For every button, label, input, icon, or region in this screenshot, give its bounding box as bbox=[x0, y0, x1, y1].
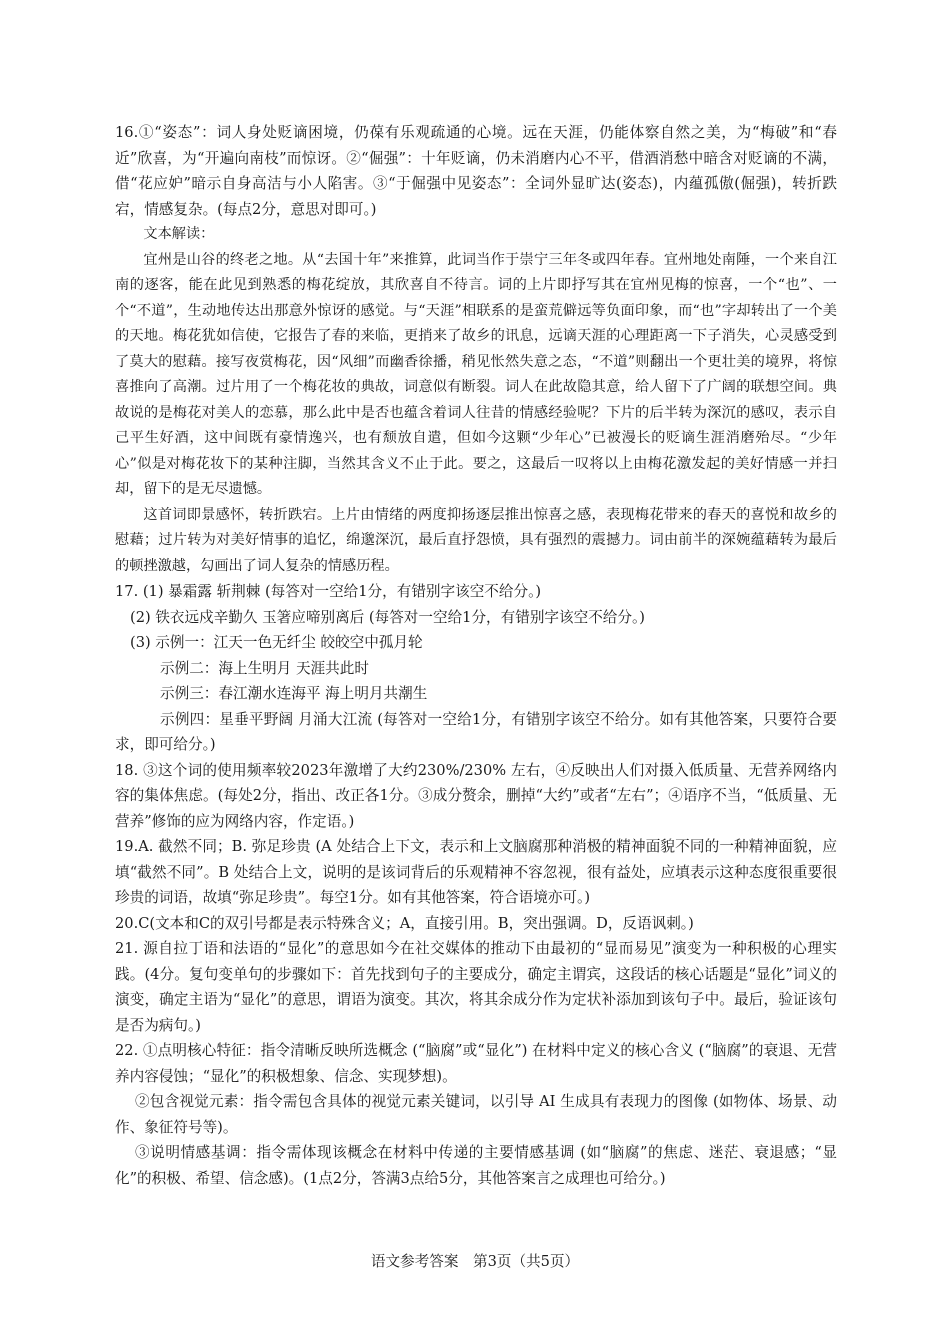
q19-answer: 19.A. 截然不同；B. 弥足珍贵 (A 处结合上下文，表示和上文脑腐那种消极的精神面貌不同的一种精神面貌，应填“截然不同”。B 处结合上文，说明的是该词背后的乐观精神不容忽视，很有益处，应填表示这种态度很重要很珍贵的词语，故填“弥足珍贵”。每空1分。如有其他答案，符合语境亦可。) bbox=[115, 838, 837, 906]
q16-reading-title: 文本解读： bbox=[143, 226, 215, 242]
q22-point-3: ③说明情感基调：指令需体现该概念在材料中传递的主要情感基调 (如“脑腐”的焦虑、迷茫、衰退感；“显化”的积极、希望、信念感)。(1点2分，答满3点给5分，其他答案言之成理也可给分。) bbox=[115, 1144, 838, 1187]
q16-answer: 16.①“姿态”：词人身处贬谪困境，仍葆有乐观疏通的心境。远在天涯，仍能体察自然之美，为“梅破”和“春近”欣喜，为“开遍向南枝”而惊讶。②“倔强”：十年贬谪，仍未消磨内心不平，借酒消愁中暗含对贬谪的不满，借“花应妒”暗示自身高洁与小人陷害。③“于倔强中见姿态”：全词外显旷达(姿态)，内蕴孤傲(倔强)，转折跌宕，情感复杂。(每点2分，意思对即可。) bbox=[115, 124, 837, 218]
q21-answer: 21. 源自拉丁语和法语的“显化”的意思如今在社交媒体的推动下由最初的“显而易见”演变为一种积极的心理实践。(4分。复句变单句的步骤如下：首先找到句子的主要成分，确定主谓宾，这段话的核心话题是“显化”词义的演变，确定主语为“显化”的意思，谓语为演变。其次，将其余成分作为定状补添加到该句子中。最后，验证该句是否为病句。) bbox=[115, 940, 837, 1034]
page-footer: 语文参考答案 第3页（共5页） bbox=[370, 1253, 580, 1270]
q22-point-1: 22. ①点明核心特征：指令清晰反映所选概念 (“脑腐”或“显化”) 在材料中定义的核心含义 (“脑腐”的衰退、无营养内容侵蚀；“显化”的积极想象、信念、实现梦想)。 bbox=[115, 1042, 837, 1085]
q16-reading-paragraph-2: 这首词即景感怀，转折跌宕。上片由情绪的两度抑扬逐层推出惊喜之感，表现梅花带来的春天的喜悦和故乡的慰藉；过片转为对美好情事的追忆，绵邈深沉，最后直抒怨愤，具有强烈的震撼力。词由前半的深婉蕴藉转为最后的顿挫激越，勾画出了词人复杂的情感历程。 bbox=[115, 506, 837, 574]
q17-line-3: (3) 示例一：江天一色无纤尘 皎皎空中孤月轮 bbox=[130, 634, 423, 651]
q17-line-5: 示例三：春江潮水连海平 海上明月共潮生 bbox=[160, 685, 428, 702]
q22-point-2: ②包含视觉元素：指令需包含具体的视觉元素关键词，以引导 AI 生成具有表现力的图像 (如物体、场景、动作、象征符号等)。 bbox=[115, 1093, 837, 1136]
q17-line-4: 示例二：海上生明月 天涯共此时 bbox=[160, 659, 369, 677]
q20-answer: 20.C(文本和C的双引号都是表示特殊含义；A，直接引用。B，突出强调。D，反语讽刺。) bbox=[115, 914, 694, 932]
answer-content bbox=[115, 120, 837, 1191]
q17-line-6: 示例四：星垂平野阔 月涌大江流 (每答对一空给1分，有错别字该空不给分。如有其他答案，只要符合要求，即可给分。) bbox=[115, 710, 837, 753]
q17-line-2: (2) 铁衣远戍辛勤久 玉箸应啼别离后 (每答对一空给1分，有错别字该空不给分。) bbox=[130, 608, 645, 626]
q18-answer: 18. ③这个词的使用频率较2023年激增了大约230%/230% 左右，④反映出人们对摄入低质量、无营养网络内容的集体焦虑。(每处2分，指出、改正各1分。③成分赘余，删掉“大约”或者“左右”；④语序不当，“低质量、无营养”修饰的应为网络内容，作定语。) bbox=[115, 761, 837, 830]
q17-line-1: 17. (1) 暴霜露 斩荆棘 (每答对一空给1分，有错别字该空不给分。) bbox=[115, 583, 542, 600]
q16-reading-paragraph-1: 宜州是山谷的终老之地。从“去国十年”来推算，此词当作于崇宁三年冬或四年春。宜州地处南陲，一个来自江南的逐客，能在此见到熟悉的梅花绽放，其欣喜自不待言。词的上片即抒写其在宜州见梅的惊喜，一个“也”、一个“不道”，生动地传达出那意外惊讶的感觉。与“天涯”相联系的是蛮荒僻远等负面印象，而“也”字却转出了一个美的天地。梅花犹如信使，它报告了春的来临，更捎来了故乡的讯息，远谪天涯的心理距离一下子消失，心灵感受到了莫大的慰藉。接写夜赏梅花，因“风细”而幽香徐播，稍见怅然失意之态，“不道”则翻出一个更壮美的境界，将惊喜推向了高潮。过片用了一个梅花妆的典故，词意似有断裂。词人在此故隐其意，给人留下了广阔的联想空间。典故说的是梅花对美人的恋慕，那么此中是否也蕴含着词人往昔的情感经验呢？下片的后半转为深沉的感叹，表示自己平生好酒，这中间既有豪情逸兴，也有颓放自遣，但如今这颗“少年心”已被漫长的贬谪生涯消磨殆尽。“少年心”似是对梅花妆下的某种注脚，当然其含义不止于此。要之，这最后一叹将以上由梅花激发起的美好情感一并扫却，留下的是无尽遗憾。 bbox=[115, 251, 837, 497]
